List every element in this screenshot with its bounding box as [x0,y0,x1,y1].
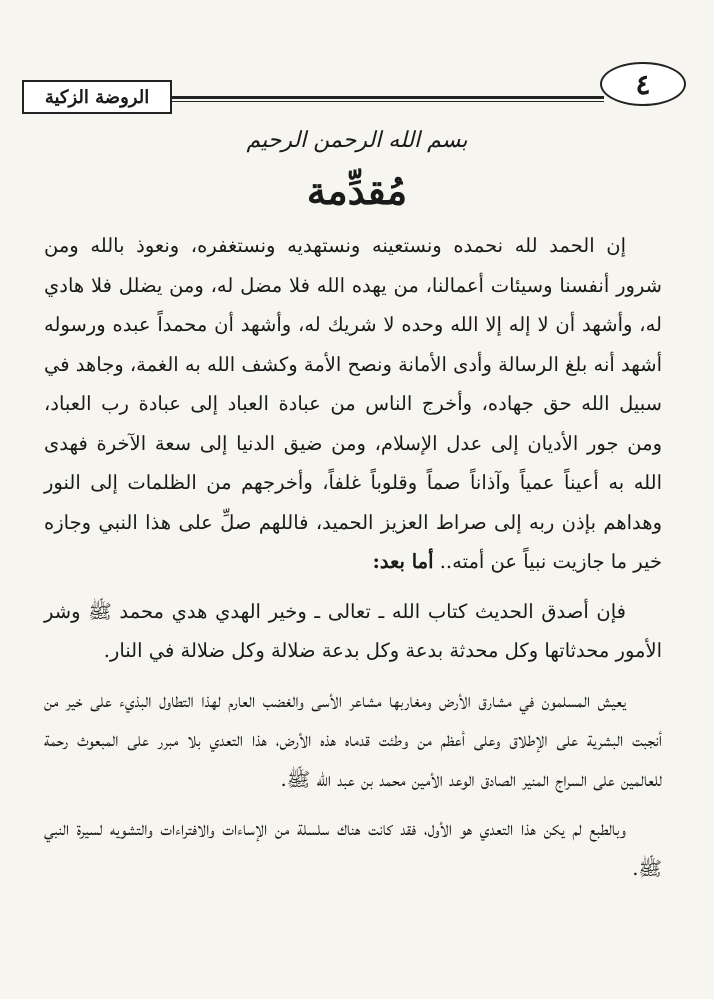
paragraph-1-bold-tail: أما بعد: [372,550,434,573]
page-number-oval [600,62,686,106]
basmala: بسم الله الرحمن الرحيم [246,128,468,153]
book-title-box [22,80,172,114]
book-title: الروضة الزكية [44,86,150,108]
header-rule-thin [172,101,604,102]
paragraph-1-text: إن الحمد لله نحمده ونستعينه ونستهديه ونستغفره، ونعوذ بالله ومن شرور أنفسنا وسيئات أعمالنا، من يهده الله فلا مضل له، ومن يضلل فلا هادي له، وأشهد أن لا إله إلا الله وحده لا شريك له، وأشهد أن محمداً عبده ورسوله أشهد أنه بلغ الرسالة وأدى الأمانة ونصح الأمة وكشف الله به الغمة، وجاهد في سبيل الله حق جهاده، وأخرج الناس من عبادة العباد إلى عبادة رب العباد، ومن جور الأديان إلى عدل الإسلام، ومن ضيق الدنيا إلى سعة الآخرة فهدى الله به أعيناً عمياً وآذاناً صماً وقلوباً غلفاً، وأخرجهم من الظلمات إلى النور وهداهم بإذن ربه إلى صراط العزيز الحميد، فاللهم صلِّ على هذا النبي وجازه خير ما جازيت نبياً عن أمته.. [43,234,662,573]
page-header [0,0,714,120]
section-title: مُقدِّمة [306,168,408,213]
paragraph-4: وبالطبع لم يكن هذا التعدي هو الأول، فقد كانت هناك سلسلة من الإساءات والافتراءات والتشويه لسيرة النبي ﷺ. [44,817,662,880]
page-number: ٤ [635,67,651,101]
paragraph-3: يعيش المسلمون في مشارق الأرض ومغاربها مشاعر الأسى والغضب العارم لهذا التطاول البذيء على خير من أنجبت البشرية على الإطلاق وعلى أعظم من وطئت قدماه هذه الأرض، هذا التعدي بلا مبرر على المبعوث رحمة للعالمين على السراج المنير الصادق الوعد الأمين محمد بن عبد الله ﷺ. [44,688,662,791]
header-rule [172,96,604,99]
body-text [44,226,662,888]
paragraph-2: فإن أصدق الحديث كتاب الله ـ تعالى ـ وخير الهدي هدي محمد ﷺ وشر الأمور محدثاتها وكل محدثة بدعة وكل بدعة ضلالة وكل ضلالة في النار. [44,599,662,662]
paragraph-1 [44,226,662,582]
